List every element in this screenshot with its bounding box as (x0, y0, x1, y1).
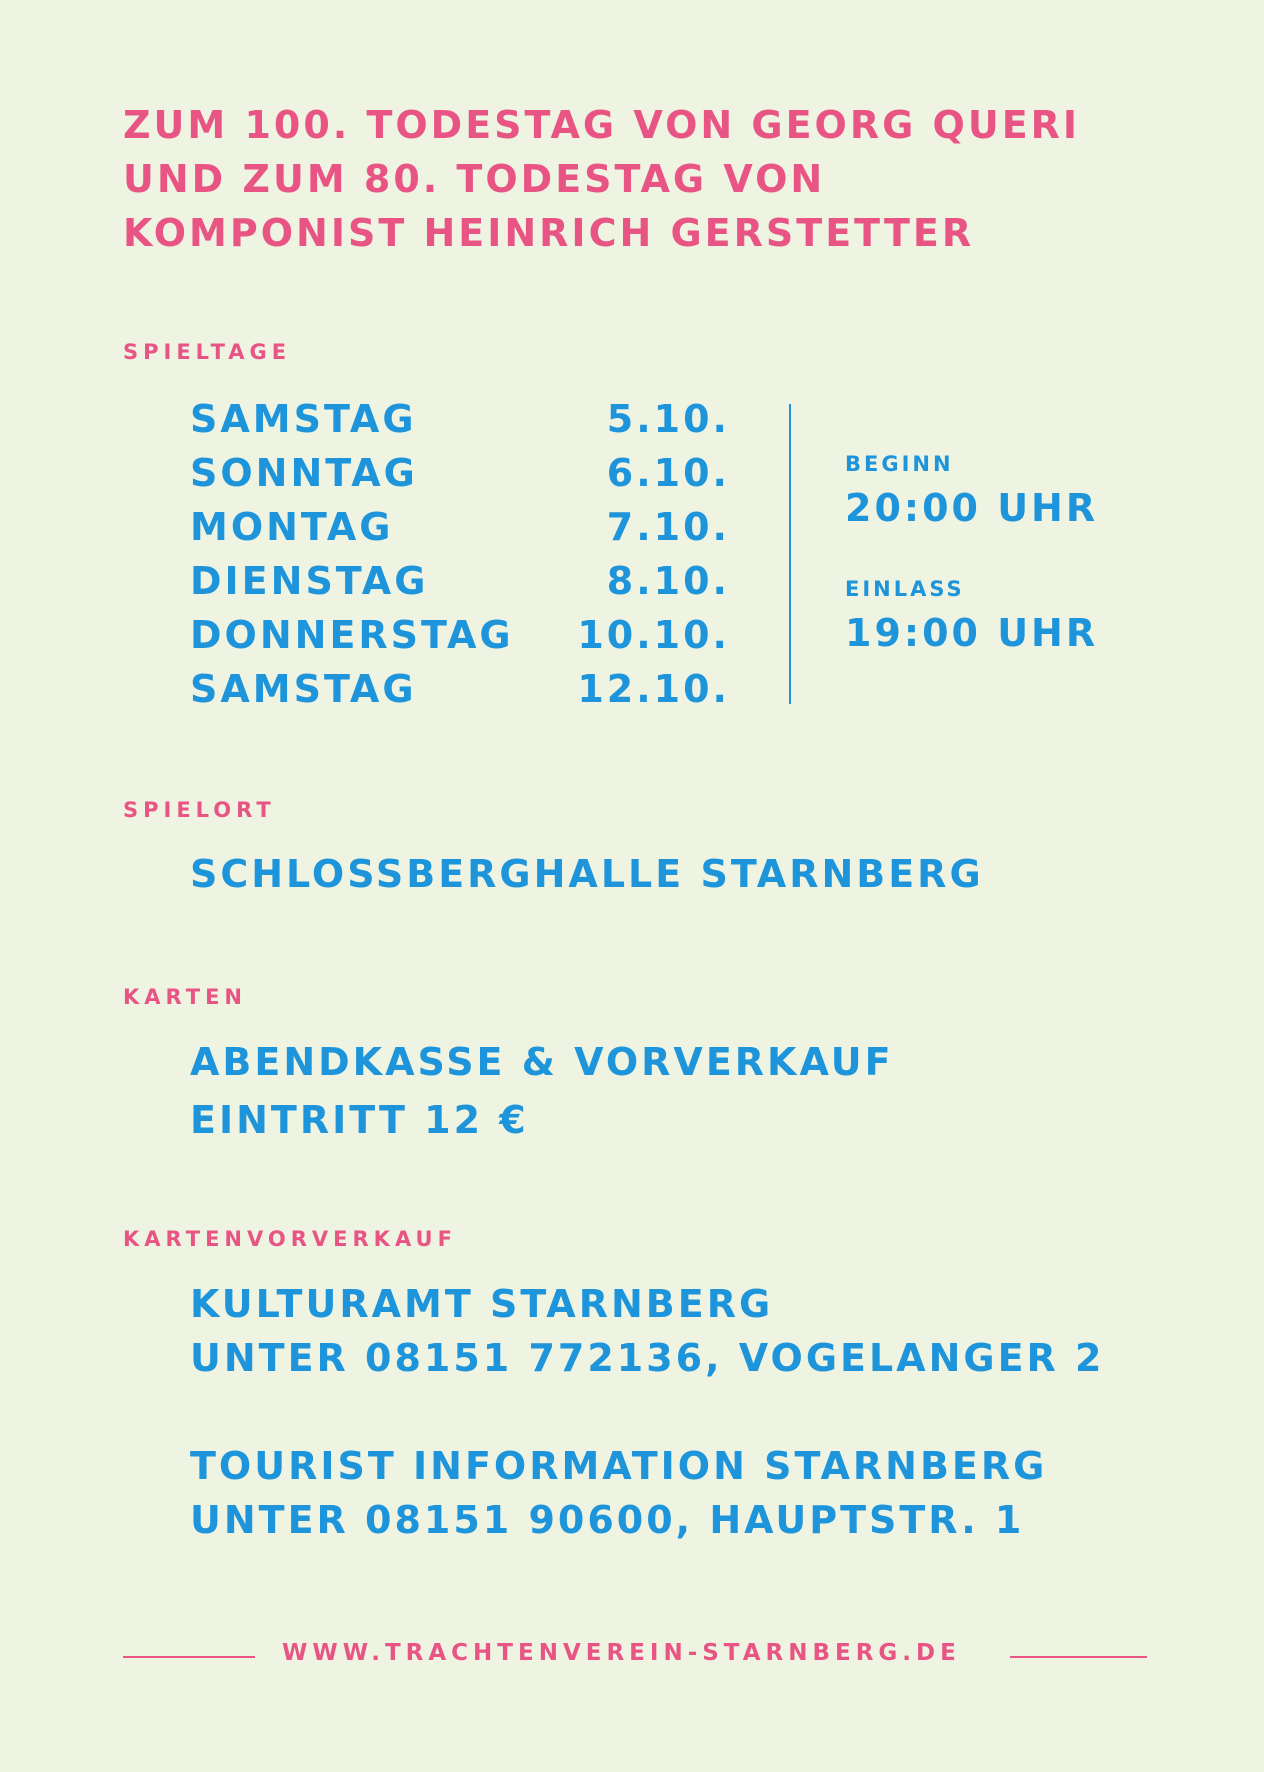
schedule-list (190, 392, 730, 716)
karten-price: EINTRITT 12 € (190, 1098, 529, 1142)
venue: SCHLOSSBERGHALLE STARNBERG (190, 852, 984, 896)
date: 6.10. (606, 451, 730, 495)
schedule-row (190, 392, 730, 446)
kartenvorverkauf-label: KARTENVORVERKAUF (123, 1227, 457, 1251)
weekday: SONNTAG (190, 451, 418, 495)
headline (123, 98, 1080, 260)
karten-label: KARTEN (123, 985, 247, 1009)
einlass-time: 19:00 UHR (845, 611, 1099, 655)
weekday: DIENSTAG (190, 559, 429, 603)
weekday: MONTAG (190, 505, 394, 549)
weekday: SAMSTAG (190, 667, 417, 711)
beginn-label: BEGINN (845, 452, 954, 476)
date: 5.10. (606, 397, 730, 441)
headline-line: UND ZUM 80. TODESTAG VON (123, 157, 826, 201)
schedule-row (190, 608, 730, 662)
weekday: DONNERSTAG (190, 613, 514, 657)
schedule-row (190, 500, 730, 554)
schedule-row (190, 662, 730, 716)
date: 10.10. (577, 613, 730, 657)
outlet-detail: UNTER 08151 90600, HAUPTSTR. 1 (190, 1498, 1025, 1542)
headline-line: ZUM 100. TODESTAG VON GEORG QUERI (123, 103, 1081, 147)
footer-rule-left (123, 1656, 255, 1658)
spieltage-label: SPIELTAGE (123, 340, 292, 364)
headline-line: KOMPONIST HEINRICH GERSTETTER (123, 211, 975, 255)
outlet-name: KULTURAMT STARNBERG (190, 1282, 774, 1326)
weekday: SAMSTAG (190, 397, 417, 441)
karten-line: ABENDKASSE & VORVERKAUF (190, 1040, 894, 1084)
footer-rule-right (1010, 1656, 1147, 1658)
outlet-name: TOURIST INFORMATION STARNBERG (190, 1444, 1048, 1488)
website-link[interactable]: WWW.TRACHTENVEREIN-STARNBERG.DE (282, 1640, 961, 1666)
beginn-time: 20:00 UHR (845, 486, 1099, 530)
outlet-detail: UNTER 08151 772136, VOGELANGER 2 (190, 1336, 1105, 1380)
schedule-divider (789, 404, 791, 704)
date: 12.10. (577, 667, 730, 711)
einlass-label: EINLASS (845, 577, 965, 601)
spielort-label: SPIELORT (123, 798, 276, 822)
schedule-row (190, 554, 730, 608)
schedule-row (190, 446, 730, 500)
date: 8.10. (606, 559, 730, 603)
date: 7.10. (606, 505, 730, 549)
